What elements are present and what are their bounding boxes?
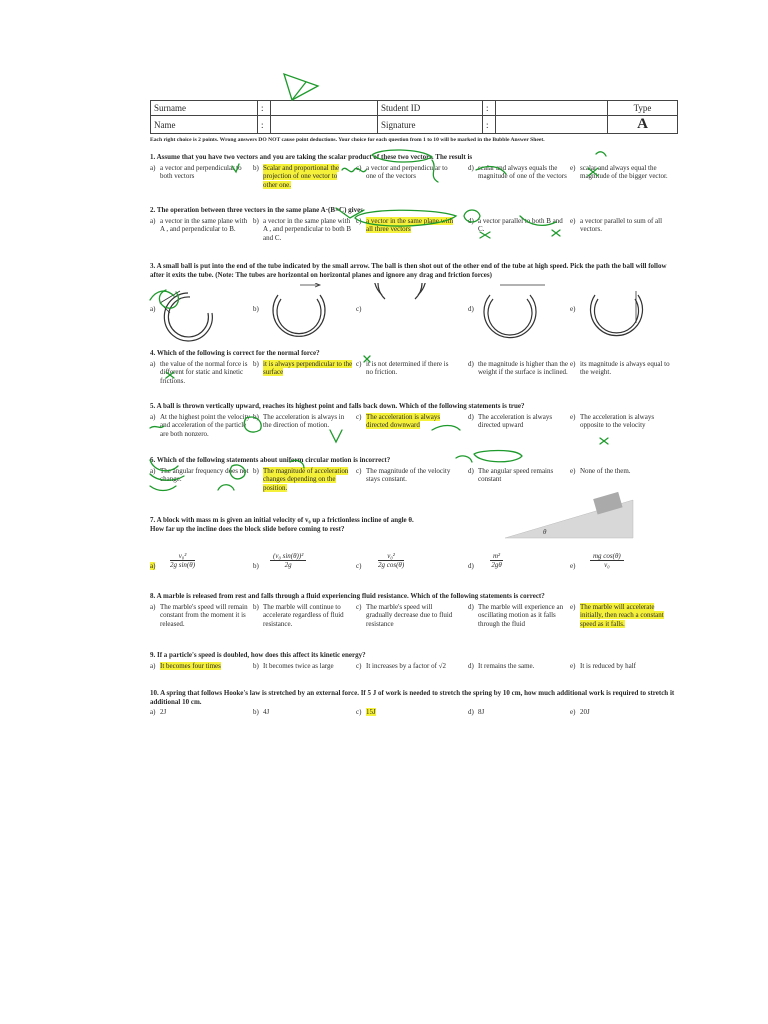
option-b[interactable]: b) The magnitude of acceleration changes depending on the position. xyxy=(253,466,349,492)
question-text: 10. A spring that follows Hooke's law is stretched by an external force. If 5 J of work is needed to stretch the spring by 10 cm, how much additional work is required to stretch it additional 10 cm. xyxy=(150,689,675,706)
question-2 xyxy=(150,206,680,255)
option-d[interactable]: d) It remains the same. xyxy=(468,661,535,670)
option-c[interactable]: c) 15J xyxy=(356,708,376,716)
question-text: 2. The operation between three vectors in the same plane A·(B×C) gives xyxy=(150,206,363,214)
option-e[interactable]: e) xyxy=(570,562,576,570)
option-b[interactable]: b) xyxy=(253,305,259,313)
tube-diagrams xyxy=(150,285,680,345)
option-d[interactable]: d) a vector parallel to both B and C. xyxy=(468,216,563,233)
option-d[interactable]: d) scalar and always equals the magnitude of one of the vectors xyxy=(468,163,567,180)
option-b[interactable]: b) xyxy=(253,562,259,570)
option-c[interactable]: c) xyxy=(356,562,362,570)
option-d[interactable]: d) The angular speed remains constant xyxy=(468,466,554,483)
option-d[interactable]: d) The marble will experience an oscillating motion as it falls through the fluid xyxy=(468,602,564,628)
option-a[interactable]: a) the value of the normal force is different for static and kinetic frictions. xyxy=(150,359,248,385)
option-e[interactable]: e) None of the them. xyxy=(570,466,631,475)
option-b[interactable]: b) it is always perpendicular to the surface xyxy=(253,359,353,376)
question-4 xyxy=(150,349,680,404)
incline-figure xyxy=(505,490,635,540)
student-id-field[interactable] xyxy=(496,101,608,116)
option-c[interactable]: c) a vector in the same plane with all three vectors xyxy=(356,216,454,233)
option-d[interactable]: d) xyxy=(468,562,474,570)
option-a[interactable]: a) At the highest point the velocity and acceleration of the particle are both nonzero. xyxy=(150,412,251,438)
option-e[interactable]: e) The acceleration is always opposite to the velocity xyxy=(570,412,655,429)
surname-field[interactable] xyxy=(271,101,378,116)
question-text: 9. If a particle's speed is doubled, how does this affect its kinetic energy? xyxy=(150,651,366,659)
option-d[interactable]: d) 8J xyxy=(468,708,485,716)
option-a[interactable]: a) xyxy=(150,305,156,313)
question-1 xyxy=(150,153,680,202)
formula-d: $\frac{\text{m²}}{2g\theta}$ xyxy=(491,552,502,569)
option-c[interactable]: c) It increases by a factor of √2 xyxy=(356,661,447,670)
option-b[interactable]: b) The acceleration is always in the direction of motion. xyxy=(253,412,345,429)
name-field[interactable] xyxy=(271,116,378,134)
option-a[interactable]: a) The angular frequency does not change. xyxy=(150,466,249,483)
type-label: Type xyxy=(608,101,678,116)
q7-options xyxy=(150,552,680,586)
option-e[interactable]: e) The marble will accelerate initially, then reach a constant speed as it falls. xyxy=(570,602,664,628)
question-9 xyxy=(150,651,680,688)
option-d[interactable]: d) the magnitude is higher than the weight if the surface is inclined. xyxy=(468,359,569,376)
option-a[interactable]: a) xyxy=(150,562,156,570)
question-text: 6. Which of the following statements about uniform circular motion is incorrect? xyxy=(150,456,391,464)
option-e[interactable]: e) It is reduced by half xyxy=(570,661,636,670)
question-text: 7. A block with mass m is given an initial velocity of v₀ up a frictionless incline of angle θ. xyxy=(150,516,414,524)
option-a[interactable]: a) The marble's speed will remain constant from the moment it is released. xyxy=(150,602,248,628)
student-id-label: Student ID xyxy=(378,101,483,116)
question-text: 4. Which of the following is correct for the normal force? xyxy=(150,349,320,357)
exam-sheet xyxy=(150,100,680,144)
option-a[interactable]: a) It becomes four times xyxy=(150,661,221,670)
tube-e xyxy=(591,295,643,336)
formula-b: $\frac{\text{(v₀ sin(θ))²}}{2g}$ xyxy=(270,552,306,569)
option-a[interactable]: a) a vector and perpendicular to both vectors xyxy=(150,163,242,180)
option-d[interactable]: d) The acceleration is always directed upward xyxy=(468,412,553,429)
question-text: 1. Assume that you have two vectors and you are taking the scalar product of these two vectors. The result is xyxy=(150,153,473,161)
signature-label: Signature xyxy=(378,116,483,134)
signature-field[interactable] xyxy=(496,116,608,134)
question-8 xyxy=(150,592,680,649)
option-e[interactable]: e) a vector parallel to sum of all vectors. xyxy=(570,216,663,233)
option-b[interactable]: b) The marble will continue to accelerate regardless of fluid resistance. xyxy=(253,602,344,628)
exam-type: A xyxy=(608,116,678,134)
option-e[interactable]: e) scalar and always equal the magnitude of the bigger vector. xyxy=(570,163,668,180)
option-a[interactable]: a) a vector in the same plane with A , and perpendicular to B. xyxy=(150,216,248,233)
formula-e: $\frac{\text{mg cos(θ)}}{\text{v₀}}$ xyxy=(590,552,624,569)
option-b[interactable]: b) a vector in the same plane with A , and perpendicular to both B and C. xyxy=(253,216,352,242)
vector-triangle-sketch xyxy=(284,74,318,100)
option-e[interactable]: e) its magnitude is always equal to the weight. xyxy=(570,359,670,376)
header-table: Surname : Student ID : Type Name : Signature : A xyxy=(150,100,678,134)
option-c[interactable]: c) The acceleration is always directed downward xyxy=(356,412,441,429)
question-text: 8. A marble is released from rest and falls through a fluid experiencing fluid resistance. Which of the following statements is correct? xyxy=(150,592,545,600)
theta-label: θ xyxy=(543,528,547,536)
option-b[interactable]: b) Scalar and proportional the projection of one vector to other one. xyxy=(253,163,340,189)
question-10 xyxy=(150,689,680,722)
tube-b xyxy=(273,295,325,336)
option-c[interactable]: c) The marble's speed will gradually decrease due to fluid resistance xyxy=(356,602,453,628)
formula-c: $\frac{\text{v₀²}}{\text{2g cos(θ)}}$ xyxy=(378,552,405,569)
option-e[interactable]: e) xyxy=(570,305,576,313)
option-c[interactable]: c) a vector and perpendicular to one of the vectors xyxy=(356,163,448,180)
question-text: 3. A small ball is put into the end of the tube indicated by the small arrow. The ball is then shot out of the other end of the tube at high speed. Pick the path the ball will follow after it exits the tube. (Note: The tubes are horizontal on horizontal planes and ignore any drag and friction forces) xyxy=(150,262,667,279)
instructions: Each right choice is 2 points. Wrong answers DO NOT cause point deductions. Your choice for each question from 1 to 10 will be marked in the Bubble Answer Sheet. xyxy=(150,137,545,143)
option-c[interactable]: c) xyxy=(356,305,362,313)
formula-a: $\frac{\text{v₀²}}{\text{2g sin(θ)}}$ xyxy=(170,552,196,569)
question-text-2: How far up the incline does the block slide before coming to rest? xyxy=(150,524,345,533)
tube-a xyxy=(164,293,212,341)
tube-paths-figure xyxy=(150,283,680,345)
option-a[interactable]: a) 2J xyxy=(150,708,167,716)
name-label: Name xyxy=(151,116,258,134)
option-b[interactable]: b) 4J xyxy=(253,708,270,716)
option-c[interactable]: c) The magnitude of the velocity stays constant. xyxy=(356,466,451,483)
option-b[interactable]: b) It becomes twice as large xyxy=(253,661,334,670)
option-e[interactable]: e) 20J xyxy=(570,708,590,716)
question-5 xyxy=(150,402,680,455)
question-text: 5. A ball is thrown vertically upward, reaches its highest point and falls back down. Which of the following statements is true? xyxy=(150,402,525,410)
option-c[interactable]: c) it is not determined if there is no friction. xyxy=(356,359,449,376)
question-3 xyxy=(150,262,680,279)
surname-label: Surname xyxy=(151,101,258,116)
option-d[interactable]: d) xyxy=(468,305,474,313)
tube-c xyxy=(374,283,426,295)
